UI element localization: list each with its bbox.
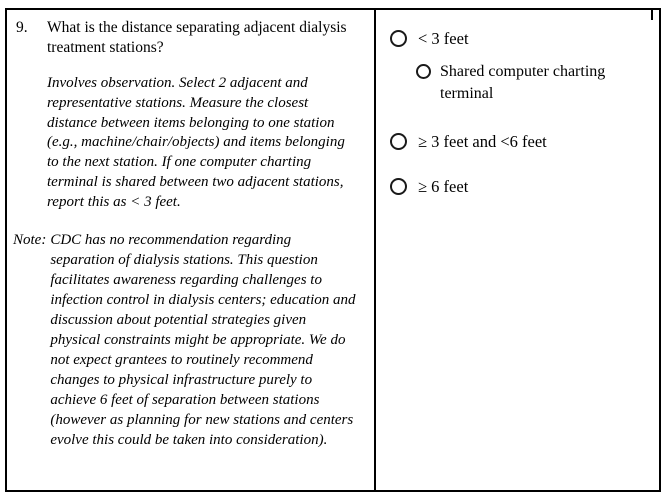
answers-cell bbox=[376, 10, 659, 490]
question-note bbox=[13, 231, 364, 450]
note-label: Note: bbox=[13, 232, 47, 249]
answer-option-3-to-6-feet[interactable] bbox=[390, 131, 651, 152]
note-text: CDC has no recommendation regarding separation of dialysis stations. This question facilitates awareness regarding challenges to infection control in dialysis centers; education and discussion about potential strategies given physical constraints might be appropriate. We do not expect grantees to routinely recommend changes to physical infrastructure purely to achieve 6 feet of separation between stations (however as planning for new stations and centers evolve this could be taken into consideration). bbox=[50, 232, 356, 448]
answer-option-less-than-3-feet[interactable] bbox=[390, 28, 651, 49]
question-row bbox=[13, 18, 364, 58]
answer-option-6-feet-or-more[interactable] bbox=[390, 176, 651, 197]
answer-option-label: < 3 feet bbox=[418, 29, 469, 48]
radio-button-icon[interactable] bbox=[390, 133, 407, 150]
radio-button-icon[interactable] bbox=[390, 178, 407, 195]
answer-option-label: ≥ 6 feet bbox=[418, 177, 469, 197]
question-instructions: Involves observation. Select 2 adjacent and representative stations. Measure the closest distance between items belonging to one station (e.g., machine/chair/objects) and items belonging to the next station. If one computer charting terminal is shared between two adjacent stations, report this as < 3 feet. bbox=[47, 74, 345, 211]
question-text: What is the distance separating adjacent dialysis treatment stations? bbox=[47, 19, 347, 56]
question-table bbox=[5, 8, 661, 492]
question-number: 9. bbox=[16, 19, 28, 36]
answer-option-shared-computer-charting-terminal[interactable] bbox=[416, 61, 651, 104]
radio-button-icon[interactable] bbox=[416, 64, 431, 79]
answer-option-label: Shared computer charting terminal bbox=[440, 63, 606, 103]
radio-button-icon[interactable] bbox=[390, 30, 407, 47]
question-cell bbox=[7, 10, 376, 490]
answer-option-label: ≥ 3 feet and <6 feet bbox=[418, 131, 547, 151]
